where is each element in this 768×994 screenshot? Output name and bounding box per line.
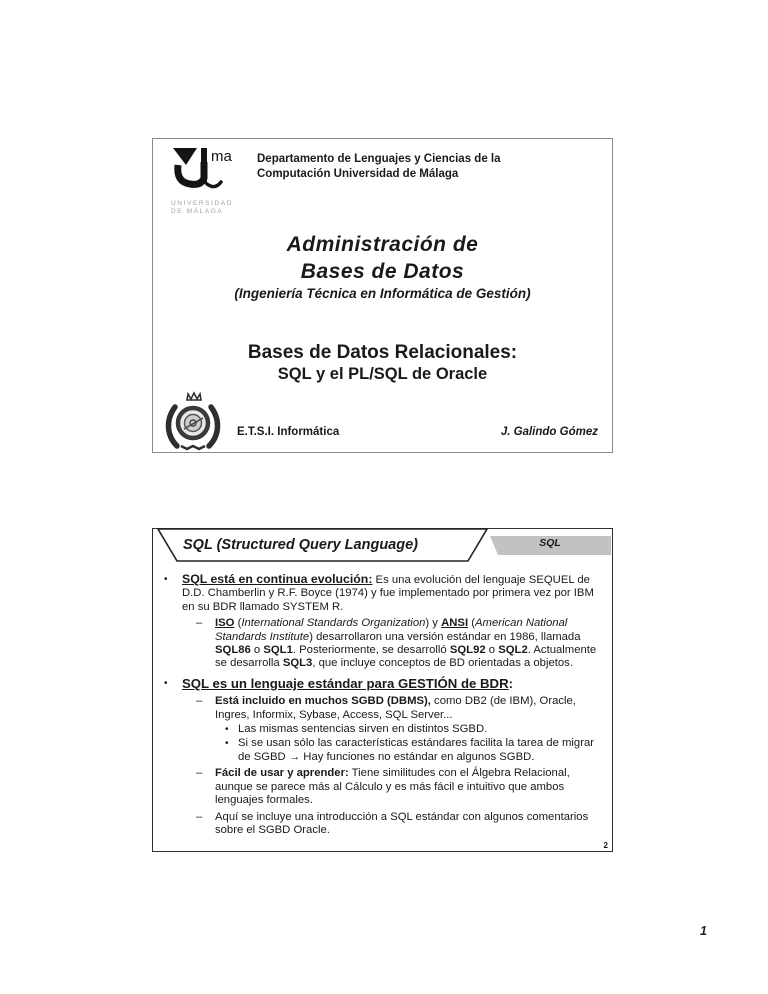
text-run: Si se usan sólo las características estándares facilita la tarea de migrar de SGBD → Hay funciones no estándar en algunos SGBD. <box>238 737 595 763</box>
text-run: . Actualmente se desarrolla <box>215 644 597 670</box>
text-run: : <box>508 675 514 691</box>
slide-2 <box>152 528 613 852</box>
text-run: . Posteriormente, se desarrolló <box>292 644 450 657</box>
text-run: Fácil de usar y aprender: <box>215 767 349 780</box>
text-run: o <box>250 644 264 657</box>
department-header: Departamento de Lenguajes y Ciencias de la Computación Universidad de Málaga <box>257 153 501 180</box>
text-run: Aquí se incluye una introducción a SQL estándar con algunos comentarios sobre el SGBD Oracle. <box>215 810 589 836</box>
text-run: SQL está en continua evolución: <box>182 572 373 586</box>
author-name: J. Galindo Gómez <box>500 426 598 438</box>
bullet-item <box>225 737 603 764</box>
bullet-item <box>196 811 603 838</box>
bullet-text <box>182 677 603 692</box>
text-run: Es una evolución del lenguaje SEQUEL de D.D. Chamberlin y R.F. Boyce (1974) y fue implementado por primera vez por IBM en su BDR llamado SYSTEM R. <box>182 574 594 613</box>
text-run: SQL92 <box>449 644 486 657</box>
bullet-marker: • <box>164 677 168 689</box>
text-run: ( <box>234 617 242 630</box>
text-run: SQL es un lenguaje estándar para GESTIÓN de BDR <box>182 675 509 691</box>
course-title <box>153 231 612 285</box>
text-run: SQL86 <box>215 644 251 657</box>
uma-logo-caption <box>165 200 255 216</box>
text-run: o <box>485 644 499 657</box>
text-run: Tiene similitudes con el Álgebra Relacional, aunque se parece más al Cálculo y es más fácil e intuitivo que ambos lenguajes formales. <box>215 767 570 807</box>
slide2-bullet-list <box>164 573 603 837</box>
bullet-item <box>196 767 603 807</box>
uma-logo-ma-text: ma <box>211 148 232 165</box>
bullet-text <box>215 811 603 838</box>
bullet-text <box>238 737 603 764</box>
bullet-marker: – <box>196 695 203 708</box>
text-run: ) desarrollaron una versión estándar en 1986, llamada <box>309 630 581 643</box>
bullet-item <box>164 573 603 614</box>
text-run: ( <box>468 617 475 630</box>
bullet-marker: – <box>196 767 203 780</box>
bullet-marker: • <box>164 574 168 585</box>
text-run: International Standards Organization <box>241 617 426 630</box>
course-title-line1: Administración de <box>286 233 479 256</box>
bullet-item <box>196 695 603 722</box>
text-run: SQL3 <box>282 657 313 670</box>
text-run: Las mismas sentencias sirven en distintos SGBD. <box>238 723 488 736</box>
text-run: como DB2 (de IBM), Oracle, Ingres, Informix, Sybase, Access, SQL Server... <box>215 695 576 721</box>
document-page-number: 1 <box>700 924 707 938</box>
slide2-title: SQL (Structured Query Language) <box>183 537 418 553</box>
etsi-crest-icon <box>163 391 221 453</box>
bullet-text <box>182 573 603 614</box>
bullet-item <box>225 723 603 736</box>
text-run: ISO <box>215 617 235 630</box>
bullet-text <box>215 617 603 671</box>
text-run: ) y <box>425 617 442 630</box>
course-subtitle: (Ingeniería Técnica en Informática de Gestión) <box>234 286 531 301</box>
bullet-text <box>215 695 603 722</box>
bullet-marker: • <box>225 738 229 750</box>
slide-1 <box>152 138 613 453</box>
bullet-marker: – <box>196 810 203 823</box>
bullet-text <box>215 767 603 807</box>
bullet-marker: – <box>196 617 203 630</box>
bullet-text <box>238 723 603 736</box>
slide-page-number: 2 <box>603 841 608 850</box>
text-run: SQL2 <box>498 644 528 657</box>
bullet-item <box>164 677 603 692</box>
course-title-line2: Bases de Datos <box>300 260 465 283</box>
text-run: American National Standards Institute <box>215 617 568 643</box>
bullet-marker: • <box>225 724 229 736</box>
lecture-title-line2: SQL y el PL/SQL de Oracle <box>277 365 488 383</box>
bullet-item <box>196 617 603 671</box>
text-run: ANSI <box>441 617 469 630</box>
uma-caption-line1: UNIVERSIDAD <box>171 200 234 207</box>
uma-caption-line2: DE MÁLAGA <box>171 208 224 215</box>
text-run: SQL1 <box>263 644 293 657</box>
sql-tab-label: SQL <box>539 537 561 549</box>
uma-logo <box>165 144 255 216</box>
text-run: , que incluye conceptos de BD orientadas a objetos. <box>312 657 573 670</box>
text-run: Está incluido en muchos SGBD (DBMS), <box>215 695 431 708</box>
school-name: E.T.S.I. Informática <box>237 426 340 438</box>
uma-logo-icon <box>165 144 245 192</box>
lecture-title-line1: Bases de Datos Relacionales: <box>247 342 518 363</box>
